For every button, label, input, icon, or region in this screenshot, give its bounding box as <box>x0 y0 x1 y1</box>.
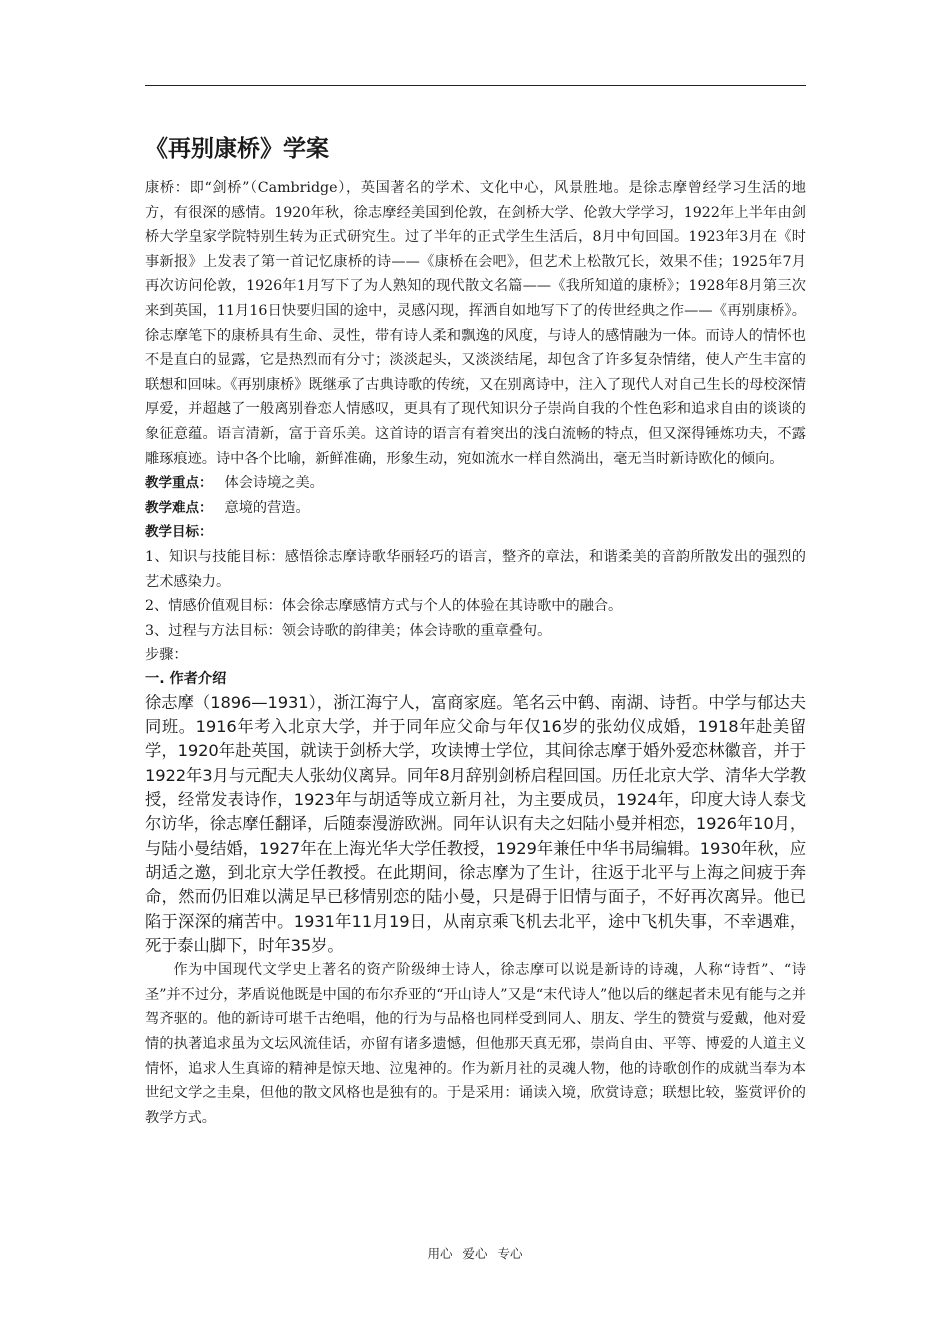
goals-label: 教学目标： <box>145 524 213 541</box>
document-body <box>145 176 806 1130</box>
page-title: 《再别康桥》学案 <box>145 136 329 162</box>
header-rule <box>145 85 806 86</box>
difficulty-line <box>145 496 806 521</box>
key-point-text: 体会诗境之美。 <box>224 475 324 492</box>
goal-item: 2、情感价值观目标：体会徐志摩感情方式与个人的体验在其诗歌中的融合。 <box>145 598 623 615</box>
difficulty-label: 教学难点： <box>145 499 213 516</box>
goal-item: 3、过程与方法目标：领会诗歌的韵律美；体会诗歌的重章叠句。 <box>145 622 552 639</box>
intro-paragraph: 康桥：即“剑桥”（Cambridge），英国著名的学术、文化中心，风景胜地。是徐志摩曾经学习生活的地方，有很深的感情。1920年秋，徐志摩经美国到伦敦，在剑桥大学、伦敦大学学习，1922年上半年由剑桥大学皇家学院特别生转为正式研究生。过了半年的正式学生生活后，8月中旬回国。1923年3月在《时事新报》上发表了第一首记忆康桥的诗——《康桥在会吧》，但艺术上松散冗长，效果不佳；1925年7月再次访问伦敦，1926年1月写下了为人熟知的现代散文名篇——《我所知道的康桥》；1928年8月第三次来到英国，11月16日快要归国的途中，灵感闪现，挥洒自如地写下了的传世经典之作——《再别康桥》。徐志摩笔下的康桥具有生命、灵性，带有诗人柔和飘逸的风度，与诗人的感情融为一体。而诗人的情怀也不是直白的显露，它是热烈而有分寸；淡淡起头，又淡淡结尾，却包含了许多复杂情绪，使人产生丰富的联想和回味。《再别康桥》既继承了古典诗歌的传统，又在别离诗中，注入了现代人对自己生长的母校深情厚爱，并超越了一般离别眷恋人情感叹，更具有了现代知识分子崇尚自我的个性色彩和追求自由的谈谈的象征意蕴。语言清新，富于音乐美。这首诗的语言有着突出的浅白流畅的特点，但又深得锤炼功夫，不露雕琢痕迹。诗中各个比喻，新鲜准确，形象生动，宛如流水一样自然淌出，毫无当时新诗欧化的倾向。 <box>145 180 806 467</box>
key-point-label: 教学重点： <box>145 475 213 492</box>
key-point-line <box>145 471 806 496</box>
section-heading-author: 一. 作者介绍 <box>145 670 227 687</box>
difficulty-text: 意境的营造。 <box>224 499 310 516</box>
goal-item: 1、知识与技能目标：感悟徐志摩诗歌华丽轻巧的语言，整齐的章法，和谐柔美的音韵所散发出的强烈的艺术感染力。 <box>145 548 806 590</box>
evaluation-paragraph: 作为中国现代文学史上著名的资产阶级绅士诗人，徐志摩可以说是新诗的诗魂，人称“诗哲”、“诗圣”并不过分，茅盾说他既是中国的布尔乔亚的“开山诗人”又是“末代诗人”他以后的继起者未见有能与之并驾齐驱的。他的新诗可堪千古绝唱，他的行为与品格也同样受到同人、朋友、学生的赞赏与爱戴，他对爱情的执著追求虽为文坛风流佳话，亦留有诸多遗憾，但他那天真无邪，崇尚自由、平等、博爱的人道主义情怀，追求人生真谛的精神是惊天地、泣鬼神的。作为新月社的灵魂人物，他的诗歌创作的成就当奉为本世纪文学之圭臬，但他的散文风格也是独有的。于是采用：诵读入境，欣赏诗意；联想比较，鉴赏评价的教学方式。 <box>145 962 806 1126</box>
page-footer: 用心 爱心 专心 <box>427 1246 523 1261</box>
author-bio-paragraph: 徐志摩（1896—1931），浙江海宁人，富商家庭。笔名云中鹤、南湖、诗哲。中学与郁达夫同班。1916年考入北京大学，并于同年应父命与年仅16岁的张幼仪成婚，1918年赴美留学，1920年赴英国，就读于剑桥大学，攻读博士学位，其间徐志摩于婚外爱恋林徽音，并于1922年3月与元配夫人张幼仪离异。同年8月辞别剑桥启程回国。历任北京大学、清华大学教授，经常发表诗作，1923年与胡适等成立新月社，为主要成员，1924年，印度大诗人泰戈尔访华，徐志摩任翻译，后随泰漫游欧洲。同年认识有夫之妇陆小曼并相恋，1926年10月，与陆小曼结婚，1927年在上海光华大学任教授，1929年兼任中华书局编辑。1930年秋，应胡适之邀，到北京大学任教授。在此期间，徐志摩为了生计，往返于北平与上海之间疲于奔命，然而仍旧难以满足早已移情别恋的陆小曼，只是碍于旧情与面子，不好再次离异。他已陷于深深的痛苦中。1931年11月19日，从南京乘飞机去北平，途中飞机失事，不幸遇难，死于泰山脚下，时年35岁。 <box>145 692 806 955</box>
steps-label: 步骤： <box>145 647 188 664</box>
goals-heading <box>145 520 806 545</box>
